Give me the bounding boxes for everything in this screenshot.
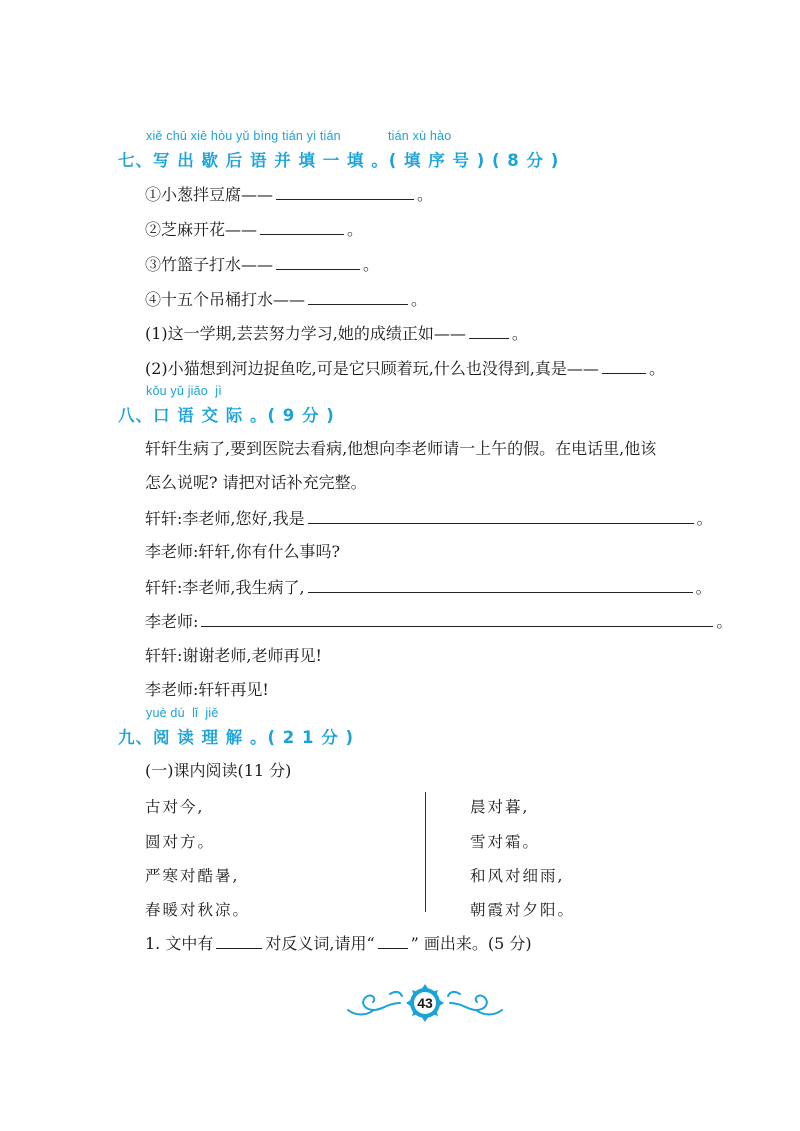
poem-left-line-2: 圆对方。 [145,833,216,851]
page-number: 43 [417,995,433,1011]
poem-right-line-3: 和风对细雨, [470,867,565,885]
page-footer-ornament [340,980,510,1026]
section9-title: 九、阅 读 理 解 。( 2 1 分 ) [118,728,354,747]
question-1-end: 。 [511,324,528,343]
idiom-item-1-end: 。 [417,185,434,204]
question-1-blank[interactable] [469,322,509,339]
idiom-item-4 [145,288,427,311]
idiom-item-3-text: ③竹篮子打水—— [145,255,274,274]
idiom-item-4-text: ④十五个吊桶打水—— [145,290,306,309]
poem-left-line-3: 严寒对酷暑, [145,867,240,885]
dialogue-line-4-end: 。 [716,612,733,631]
question-2-end: 。 [648,359,665,378]
dialogue-line-3-end: 。 [695,578,712,597]
poem-right-line-1: 晨对暮, [470,798,530,816]
section8-intro-line1: 轩轩生病了,要到医院去看病,他想向李老师请一上午的假。在电话里,他该 [145,439,657,458]
poem-left-line-1: 古对今, [145,798,205,816]
idiom-item-4-blank[interactable] [308,288,408,305]
idiom-item-1 [145,183,433,206]
idiom-item-3-blank[interactable] [276,253,360,270]
idiom-item-2-blank[interactable] [260,218,344,235]
dialogue-line-4 [145,610,732,633]
section9-pinyin: yuè dú lǐ jiě [146,706,219,720]
idiom-item-4-end: 。 [411,290,428,309]
reading-question-1-mark [378,932,408,949]
idiom-item-2 [145,218,363,241]
section7-title: 七、写 出 歇 后 语 并 填 一 填 。( 填 序 号 ) ( 8 分 ) [118,151,560,170]
dialogue-line-4-text: 李老师: [145,612,199,631]
idiom-item-2-text: ②芝麻开花—— [145,220,258,239]
dialogue-line-6: 李老师:轩轩再见! [145,680,269,699]
idiom-item-1-blank[interactable] [276,183,414,200]
poem-left-line-4: 春暖对秋凉。 [145,901,251,919]
reading-question-1-part-c: ” 画出来。(5 分) [410,934,532,953]
dialogue-line-1-text: 轩轩:李老师,您好,我是 [145,509,305,528]
dialogue-line-1 [145,507,713,530]
question-2 [145,357,665,380]
section8-title: 八、口 语 交 际 。( 9 分 ) [118,406,335,425]
idiom-item-1-text: ①小葱拌豆腐—— [145,185,274,204]
idiom-item-3 [145,253,379,276]
dialogue-line-1-blank[interactable] [308,507,694,524]
dialogue-line-3 [145,576,712,599]
idiom-item-2-end: 。 [347,220,364,239]
reading-question-1 [145,932,532,955]
dialogue-line-1-end: 。 [696,509,713,528]
section7-pinyin-tail: tián xù hào [388,129,452,143]
poem-divider [425,792,426,912]
dialogue-line-3-text: 轩轩:李老师,我生病了, [145,578,305,597]
reading-question-1-blank[interactable] [216,932,262,949]
section8-pinyin: kǒu yǔ jiāo jì [146,384,222,398]
question-2-text: (2)小猫想到河边捉鱼吃,可是它只顾着玩,什么也没得到,真是—— [145,359,599,378]
poem-right-line-2: 雪对霜。 [470,833,541,851]
dialogue-line-4-blank[interactable] [201,610,713,627]
section9-subtitle: (一)课内阅读(11 分) [145,761,292,780]
question-2-blank[interactable] [602,357,646,374]
section8-intro-line2: 怎么说呢? 请把对话补充完整。 [145,473,367,492]
reading-question-1-part-a: 1. 文中有 [145,934,214,953]
dialogue-line-5: 轩轩:谢谢老师,老师再见! [145,646,322,665]
idiom-item-3-end: 。 [363,255,380,274]
section7-pinyin: xiě chū xiē hòu yǔ bìng tián yi tián [146,129,341,143]
dialogue-line-2: 李老师:轩轩,你有什么事吗? [145,542,341,561]
question-1-text: (1)这一学期,芸芸努力学习,她的成绩正如—— [145,324,466,343]
reading-question-1-part-b: 对反义词,请用“ [265,934,375,953]
question-1 [145,322,528,345]
poem-right-line-4: 朝霞对夕阳。 [470,901,576,919]
dialogue-line-3-blank[interactable] [308,576,693,593]
